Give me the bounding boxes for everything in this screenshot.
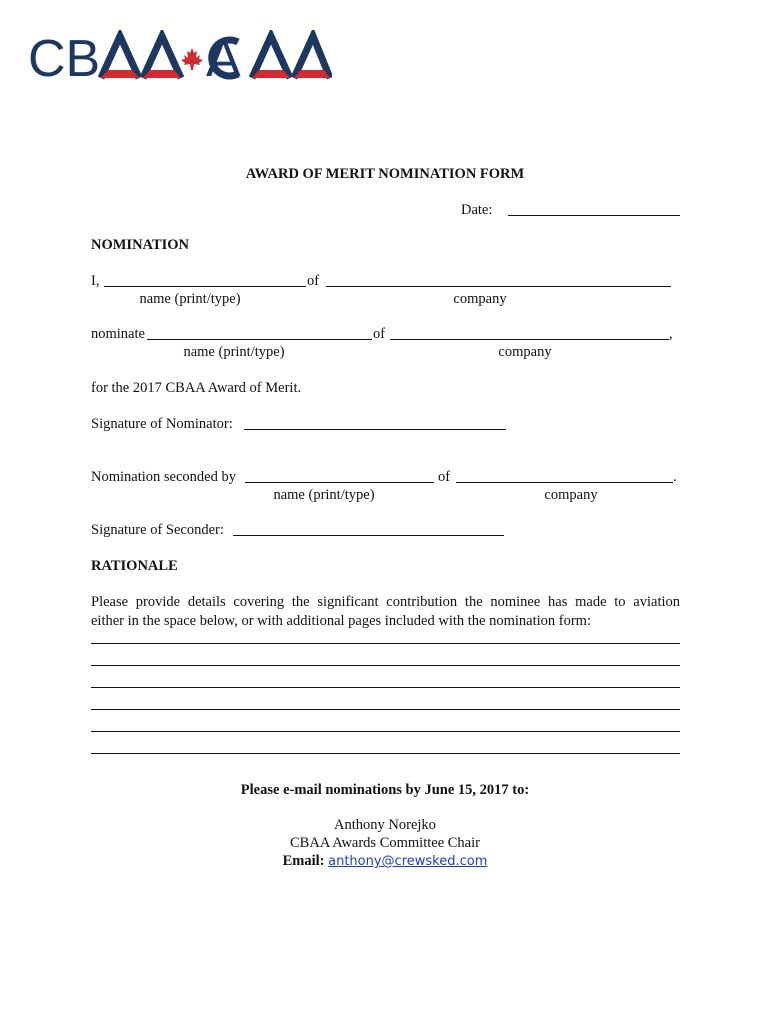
date-field[interactable] [508,202,680,216]
seconder-name-field[interactable] [245,469,434,483]
form-title: AWARD OF MERIT NOMINATION FORM [245,166,525,182]
nominator-of: of [307,273,320,289]
nominee-suffix: , [669,326,673,342]
seconder-company-caption: company [544,487,598,503]
nominee-company-field[interactable] [390,326,669,340]
contact-title: CBAA Awards Committee Chair [290,835,480,851]
award-text: for the 2017 CBAA Award of Merit. [91,380,302,396]
rationale-line-field[interactable] [91,687,680,688]
email-link[interactable]: anthony@crewsked.com [328,854,488,869]
seconder-signature-label: Signature of Seconder: [91,522,224,538]
rationale-line-field[interactable] [91,643,680,644]
rationale-line-field[interactable] [91,709,680,710]
nomination-heading: NOMINATION [91,237,190,253]
nominator-name-caption: name (print/type) [139,291,241,307]
nominator-signature-label: Signature of Nominator: [91,416,233,432]
rationale-instructions [91,593,680,631]
deadline-text: Please e-mail nominations by June 15, 2017 to: [240,782,530,798]
seconder-company-field[interactable] [456,469,673,483]
nominator-signature-field[interactable] [244,416,506,430]
rationale-line-1: Please provide details covering the significant contribution the nominee has made to aviation [91,594,680,610]
nominee-prefix: nominate [91,326,145,342]
svg-text:CB: CB [28,30,101,82]
seconded-prefix: Nomination seconded by [91,469,236,485]
nominator-prefix: I, [91,273,100,289]
nominee-company-caption: company [498,344,552,360]
rationale-line-field[interactable] [91,731,680,732]
cbaa-acaa-logo [28,30,332,82]
maple-leaf-icon [181,48,203,70]
rationale-line-field[interactable] [91,753,680,754]
seconded-of: of [438,469,451,485]
nominee-name-field[interactable] [147,326,372,340]
nominator-company-field[interactable] [326,273,671,287]
rationale-line-2: either in the space below, or with additional pages included with the nomination form: [91,613,591,629]
nominator-company-caption: company [453,291,507,307]
svg-text:A: A [206,30,241,82]
rationale-line-field[interactable] [91,665,680,666]
email-label: Email: [282,853,325,869]
contact-name: Anthony Norejko [334,817,436,833]
date-label: Date: [461,202,493,218]
nominator-name-field[interactable] [104,273,306,287]
contact-email-row [0,852,770,871]
nominee-name-caption: name (print/type) [183,344,285,360]
seconded-suffix: . [673,469,677,485]
rationale-heading: RATIONALE [91,558,178,574]
seconder-name-caption: name (print/type) [273,487,375,503]
seconder-signature-field[interactable] [233,522,504,536]
nominee-of: of [373,326,386,342]
